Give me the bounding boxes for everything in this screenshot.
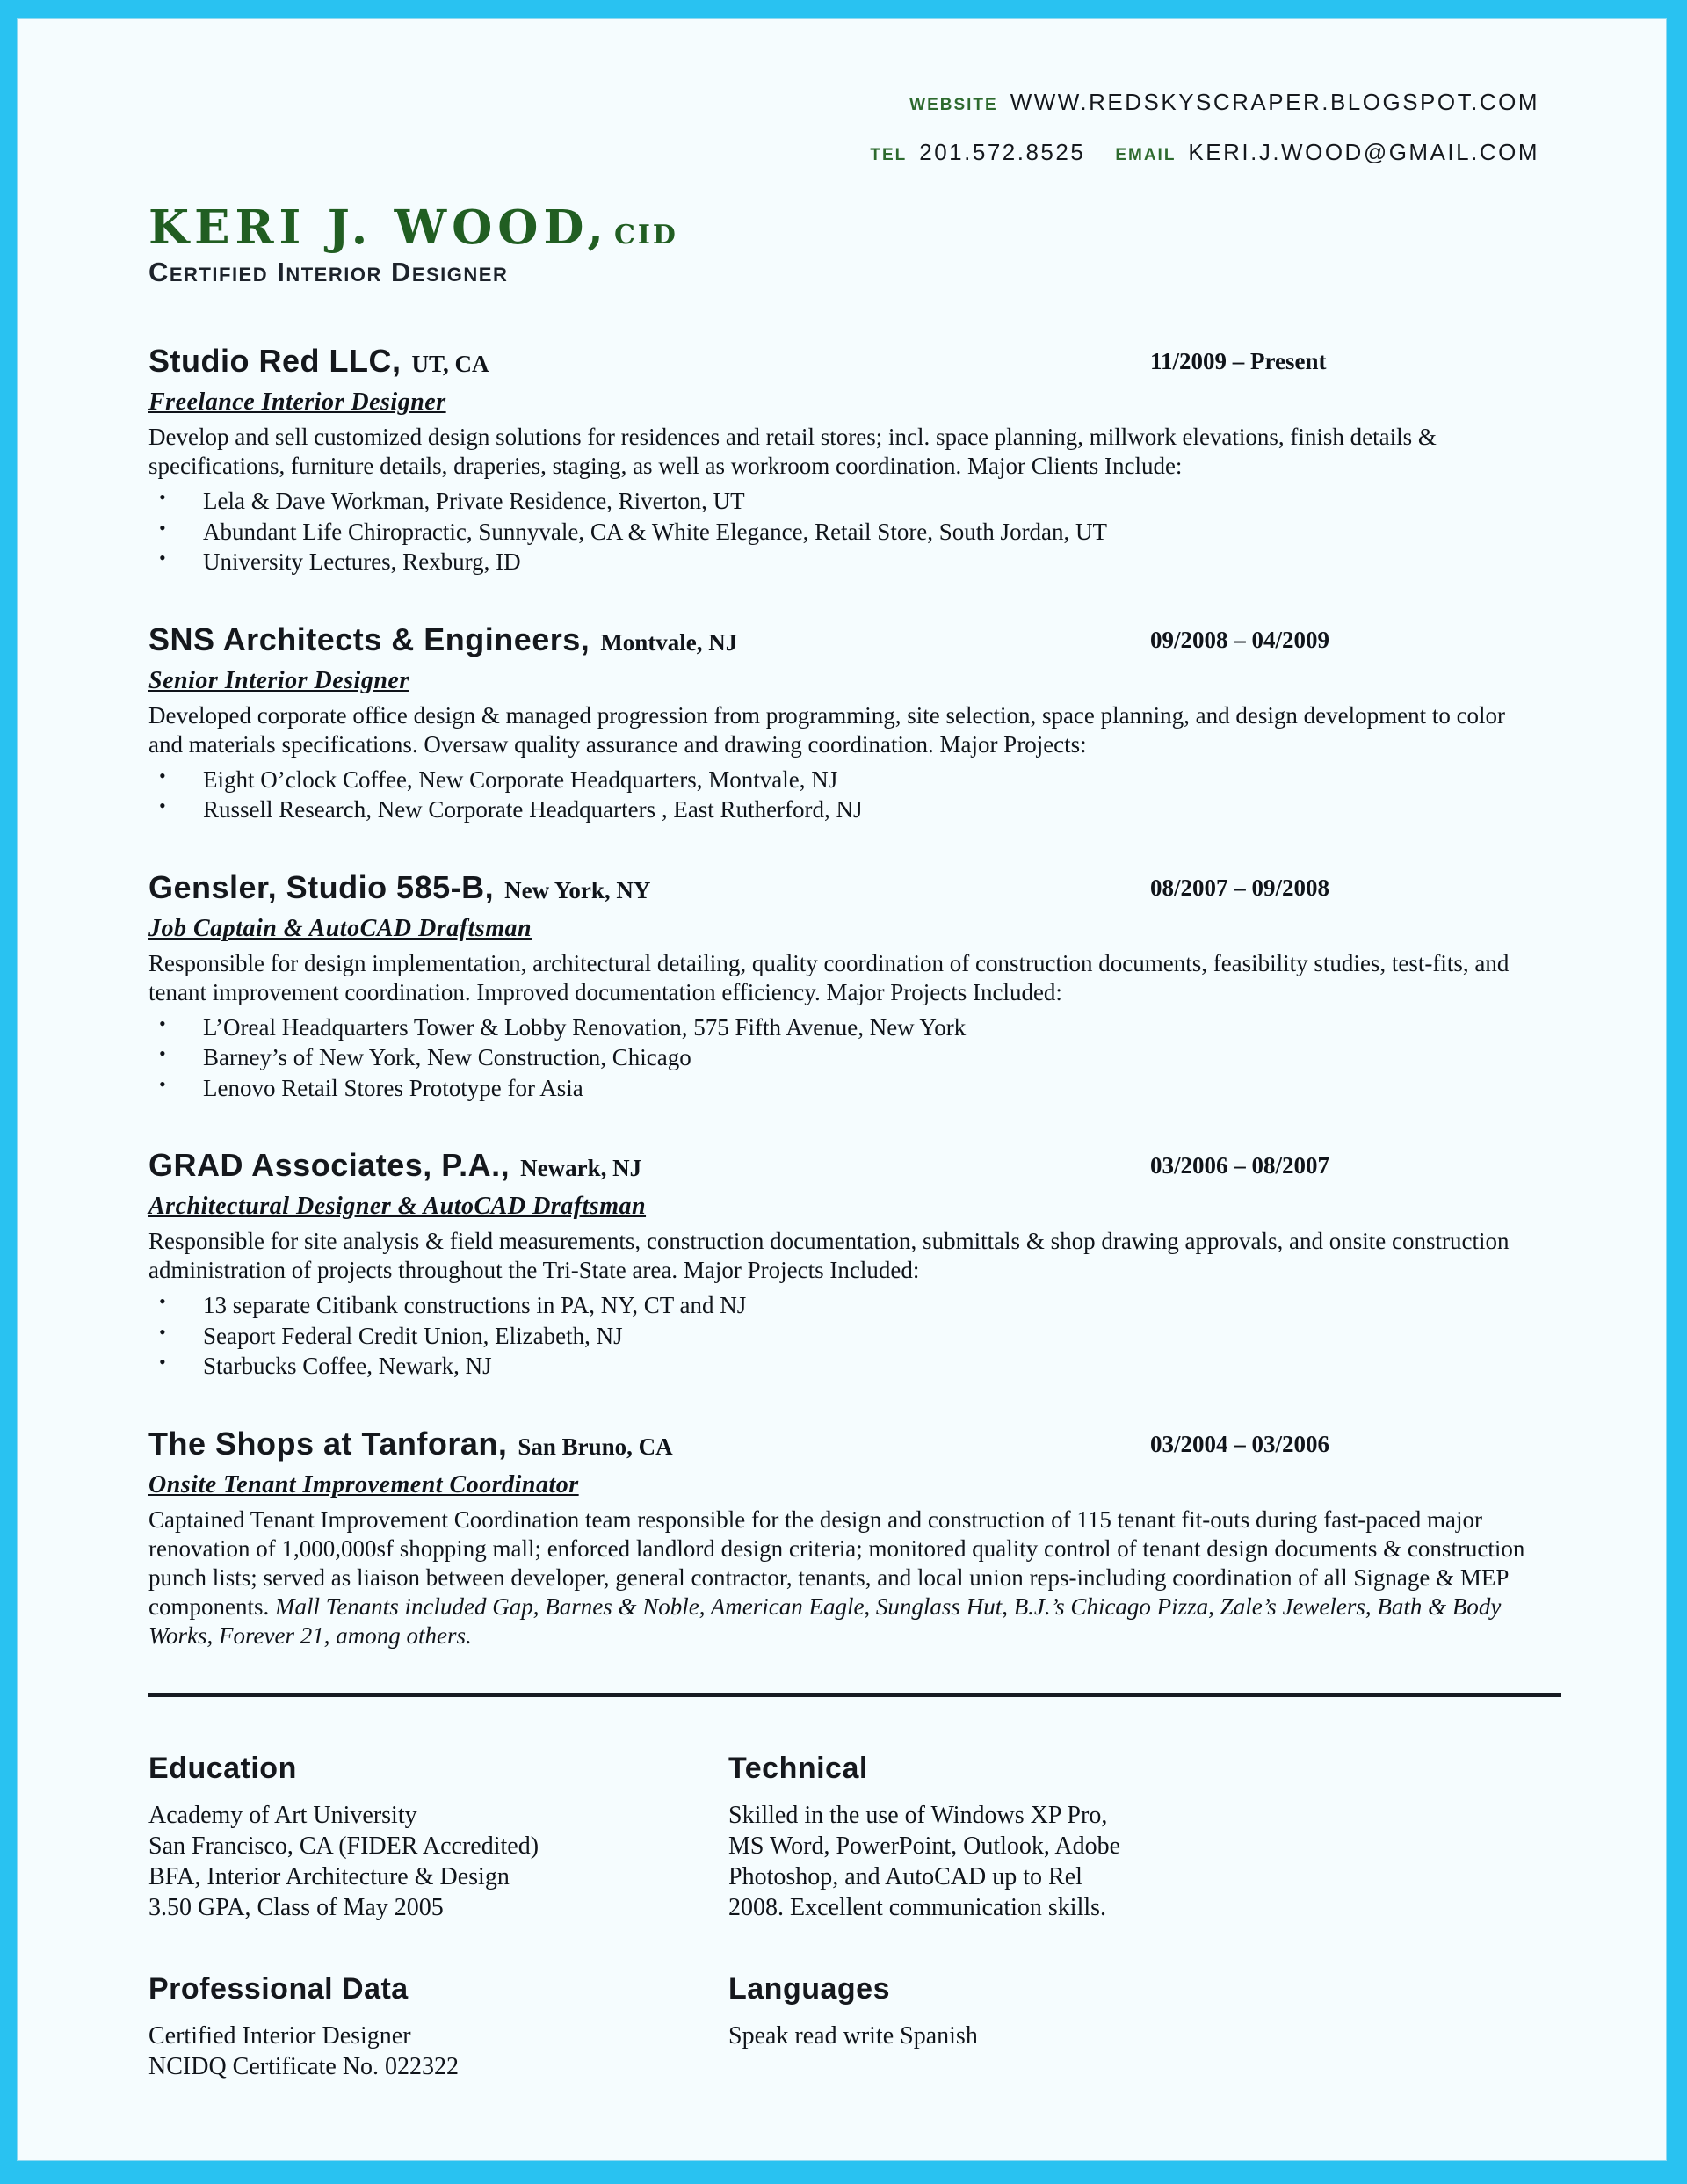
- job-summary: Develop and sell customized design solutions for residences and retail stores; incl. space planning, millwork elevations, finish details & specifications, furniture details, draperies, staging, as well as workroom coordination. Major Clients Include:: [148, 424, 1437, 480]
- company-location: Newark, NJ: [520, 1155, 642, 1182]
- languages-block: [728, 1972, 1539, 2082]
- employment-dates: 08/2007 – 09/2008: [1150, 874, 1330, 901]
- contact-tel-email-line: [148, 129, 1539, 179]
- website-label: WEBSITE: [909, 96, 998, 114]
- section-divider: [148, 1693, 1561, 1697]
- technical-block: [728, 1752, 1539, 1923]
- job-title: Architectural Designer & AutoCAD Draftsman: [148, 1193, 647, 1221]
- company-location: New York, NY: [504, 876, 651, 903]
- education-block: [148, 1752, 728, 1923]
- experience-section: [148, 869, 1539, 1104]
- email-label: EMAIL: [1115, 146, 1177, 164]
- section-header: [148, 1426, 1539, 1462]
- job-summary: [148, 1506, 1539, 1651]
- education-line: 3.50 GPA, Class of May 2005: [148, 1893, 444, 1921]
- summary-regular: Captained Tenant Improvement Coordination team responsible for the design and construction of 115 tenant fit-outs during fast-paced major renovation of 1,000,000sf shopping mall; enforced landlord design criteria; monitored quality control of tenant design documents & construction punch lists; served as liaison between developer, general contractor, tenants, and local union reps-including coordination of all Signage & MEP components.: [148, 1506, 1525, 1620]
- company-location: UT, CA: [411, 351, 489, 378]
- professional-data-block: [148, 1972, 728, 2082]
- section-header: [148, 343, 1539, 380]
- education-line: BFA, Interior Architecture & Design: [148, 1862, 510, 1890]
- section-header: [148, 869, 1539, 906]
- technical-line: 2008. Excellent communication skills.: [728, 1893, 1107, 1921]
- company-name: Studio Red LLC,: [148, 343, 402, 380]
- website-value: WWW.REDSKYSCRAPER.BLOGSPOT.COM: [1010, 89, 1539, 115]
- list-item: • Lenovo Retail Stores Prototype for Asia: [148, 1073, 1539, 1104]
- list-item: • Starbucks Coffee, Newark, NJ: [148, 1351, 1539, 1382]
- company-name: The Shops at Tanforan,: [148, 1425, 508, 1462]
- company-name: GRAD Associates, P.A.,: [148, 1147, 510, 1184]
- technical-line: Skilled in the use of Windows XP Pro,: [728, 1801, 1108, 1829]
- job-summary: Responsible for site analysis & field measurements, construction documentation, submittals & shop drawing approvals, and onsite construction administration of projects throughout the Tri-State area. Major Projects Included:: [148, 1228, 1510, 1284]
- education-line: Academy of Art University: [148, 1801, 417, 1829]
- name-line: [148, 202, 1539, 253]
- list-item: • Barney’s of New York, New Construction, Chicago: [148, 1042, 1539, 1073]
- technical-line: Photoshop, and AutoCAD up to Rel: [728, 1862, 1082, 1890]
- section-header: [148, 621, 1539, 658]
- technical-line: MS Word, PowerPoint, Outlook, Adobe: [728, 1832, 1121, 1860]
- list-item: • 13 separate Citibank constructions in PA, NY, CT and NJ: [148, 1290, 1539, 1321]
- technical-heading: Technical: [728, 1751, 868, 1785]
- experience-section: [148, 343, 1539, 577]
- contact-block: [148, 79, 1539, 179]
- project-list: [148, 1290, 1539, 1382]
- experience-section: [148, 1426, 1539, 1651]
- summary-italic: Mall Tenants included Gap, Barnes & Noble, American Eagle, Sunglass Hut, B.J.’s Chicago Pizza, Zale’s Jewelers, Bath & Body Works, Forever 21, among others.: [148, 1593, 1502, 1649]
- employment-dates: 03/2006 – 08/2007: [1150, 1152, 1330, 1179]
- languages-line: Speak read write Spanish: [728, 2021, 978, 2050]
- list-item: • L’Oreal Headquarters Tower & Lobby Renovation, 575 Fifth Avenue, New York: [148, 1012, 1539, 1043]
- education-line: San Francisco, CA (FIDER Accredited): [148, 1832, 539, 1860]
- project-list: [148, 765, 1539, 825]
- job-title: Freelance Interior Designer: [148, 388, 446, 417]
- credential: CID: [614, 220, 678, 250]
- project-list: [148, 486, 1539, 577]
- tel-label: TEL: [870, 146, 908, 164]
- list-item: • Lela & Dave Workman, Private Residence, Riverton, UT: [148, 486, 1539, 517]
- tel-value: 201.572.8525: [919, 139, 1086, 165]
- job-summary: Responsible for design implementation, architectural detailing, quality coordination of construction documents, feasibility studies, test-fits, and tenant improvement coordination. Improved documentation efficiency. Major Projects Included:: [148, 949, 1510, 1005]
- job-title: Onsite Tenant Improvement Coordinator: [148, 1470, 579, 1498]
- professional-data-line: Certified Interior Designer: [148, 2021, 411, 2050]
- email-value: KERI.J.WOOD@GMAIL.COM: [1188, 139, 1539, 165]
- languages-heading: Languages: [728, 1971, 890, 2006]
- company-name: Gensler, Studio 585-B,: [148, 868, 495, 905]
- employment-dates: 11/2009 – Present: [1150, 348, 1327, 375]
- list-item: • Seaport Federal Credit Union, Elizabeth, NJ: [148, 1321, 1539, 1352]
- job-summary: Developed corporate office design & managed progression from programming, site selection, space planning, and design development to color and materials specifications. Oversaw quality assurance and drawing coordination. Major Projects:: [148, 701, 1506, 758]
- candidate-title: Certified Interior Designer: [148, 257, 509, 288]
- list-item: • Russell Research, New Corporate Headquarters , East Rutherford, NJ: [148, 795, 1539, 825]
- job-title: Job Captain & AutoCAD Draftsman: [148, 914, 532, 942]
- resume-page: [17, 18, 1667, 2161]
- professional-data-line: NCIDQ Certificate No. 022322: [148, 2052, 460, 2080]
- experience-section: [148, 621, 1539, 825]
- professional-data-heading: Professional Data: [148, 1971, 409, 2006]
- project-list: [148, 1012, 1539, 1104]
- section-header: [148, 1147, 1539, 1184]
- list-item: • Eight O’clock Coffee, New Corporate Headquarters, Montvale, NJ: [148, 765, 1539, 795]
- employment-dates: 09/2008 – 04/2009: [1150, 626, 1330, 653]
- company-name: SNS Architects & Engineers,: [148, 620, 590, 657]
- job-title: Senior Interior Designer: [148, 666, 409, 694]
- identity-block: [148, 202, 1539, 288]
- experience-section: [148, 1147, 1539, 1382]
- contact-website-line: [148, 79, 1539, 129]
- education-heading: Education: [148, 1751, 297, 1785]
- company-location: San Bruno, CA: [518, 1433, 673, 1460]
- list-item: • Abundant Life Chiropractic, Sunnyvale, CA & White Elegance, Retail Store, South Jordan, UT: [148, 517, 1539, 548]
- list-item: • University Lectures, Rexburg, ID: [148, 547, 1539, 577]
- footer-grid: [148, 1752, 1539, 2082]
- employment-dates: 03/2004 – 03/2006: [1150, 1430, 1330, 1457]
- company-location: Montvale, NJ: [600, 628, 738, 656]
- candidate-name: KERI J. WOOD,: [148, 200, 609, 255]
